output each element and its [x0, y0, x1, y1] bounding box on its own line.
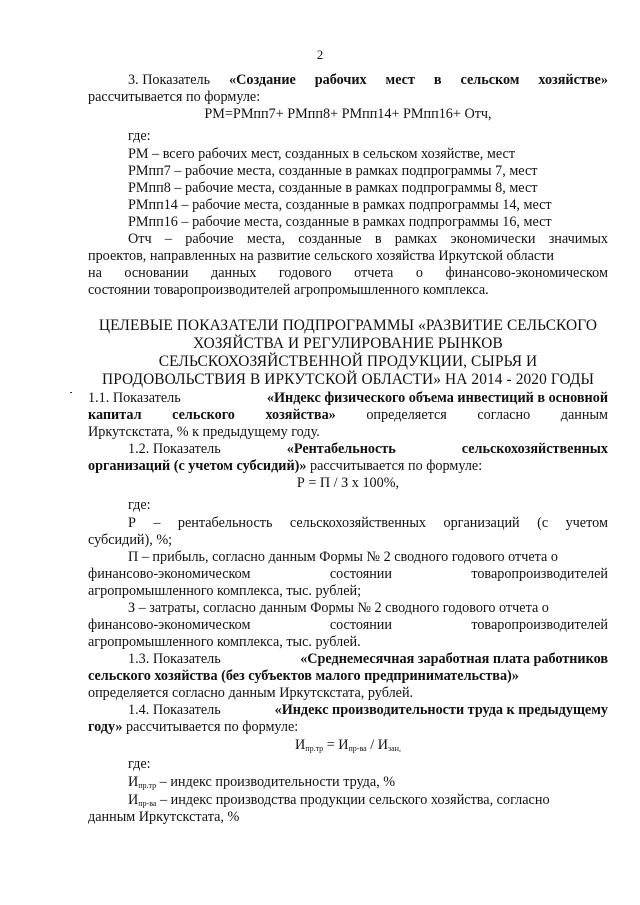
- where-label: где:: [128, 756, 151, 772]
- page-number: 2: [316, 47, 324, 62]
- where-label: где:: [128, 128, 151, 144]
- where-label: где:: [128, 497, 151, 513]
- text-fragment: годового: [278, 265, 332, 281]
- text-fragment: 3. Показатель: [128, 72, 211, 88]
- text-fragment: определяется: [366, 407, 447, 423]
- text-fragment: сельского хозяйства (без субъектов малого предпринимательства)»: [88, 668, 519, 684]
- text-fragment: сельскохозяйственных: [461, 441, 608, 457]
- text-fragment: «Индекс производительности труда к предыдущему: [274, 702, 608, 718]
- text-fragment: рентабельность: [177, 515, 273, 531]
- subscript: пр-ва: [138, 799, 157, 808]
- text-fragment: сельском: [460, 72, 520, 88]
- text-line-justified: [88, 566, 608, 583]
- text-fragment: состоянии: [329, 566, 392, 582]
- text-line-justified: [88, 407, 608, 424]
- definition-line: П – прибыль, согласно данным Формы № 2 сводного годового отчета о: [128, 549, 558, 565]
- subscript: пр.тр: [138, 781, 157, 790]
- text-fragment: «Индекс физического объема инвестиций в основной: [266, 390, 608, 406]
- text-fragment: о: [415, 265, 423, 281]
- text-fragment: данным: [560, 407, 608, 423]
- text-fragment: финансово-экономическом: [445, 265, 608, 281]
- section-heading-line: ЦЕЛЕВЫЕ ПОКАЗАТЕЛИ ПОДПРОГРАММЫ «РАЗВИТИЕ СЕЛЬСКОГО: [98, 317, 598, 334]
- definition-line: [128, 792, 550, 809]
- text-fragment: рабочих: [314, 72, 367, 88]
- text-fragment: –: [153, 515, 161, 531]
- text-fragment: учетом: [565, 515, 608, 531]
- text-line: состоянии товаропроизводителей агропромышленного комплекса.: [88, 282, 489, 298]
- text-fragment: в: [433, 72, 442, 88]
- text-fragment: созданные: [298, 231, 362, 247]
- section-heading-line: СЕЛЬСКОХОЗЯЙСТВЕННОЙ ПРОДУКЦИИ, СЫРЬЯ И: [158, 353, 538, 370]
- formula-profitability: Р = П / З х 100%,: [296, 475, 400, 491]
- text-fragment: И: [295, 737, 306, 753]
- text-fragment: (с: [537, 515, 549, 531]
- text-fragment: финансово-экономическом: [88, 617, 251, 633]
- text-fragment: «Рентабельность: [286, 441, 396, 457]
- text-fragment: товаропроизводителей: [471, 566, 608, 582]
- indicator-1-2-line: [128, 441, 608, 458]
- text-fragment: места,: [246, 231, 286, 247]
- text-fragment: отчета: [354, 265, 394, 281]
- text-fragment: организаций: [443, 515, 520, 531]
- text-fragment: состоянии: [329, 617, 392, 633]
- definition-line-r: [128, 515, 608, 532]
- text-line: [88, 458, 482, 475]
- text-fragment: И: [128, 774, 139, 790]
- subscript: зан,: [387, 744, 401, 753]
- text-fragment: данных: [210, 265, 257, 281]
- text-fragment: = И: [323, 737, 349, 753]
- text-fragment: рассчитывается по формуле:: [306, 458, 483, 474]
- text-fragment: году»: [88, 719, 123, 735]
- text-fragment: значимых: [548, 231, 608, 247]
- text-fragment: 1.2. Показатель: [128, 441, 221, 457]
- subscript: пр-ва: [348, 744, 367, 753]
- text-fragment: рассчитывается по формуле:: [122, 719, 299, 735]
- definition-line: З – затраты, согласно данным Формы № 2 сводного годового отчета о: [128, 600, 549, 616]
- definition-line: РМпп16 – рабочие места, созданные в рамках подпрограммы 16, мест: [128, 214, 552, 230]
- text-fragment: «Среднемесячная заработная плата работников: [300, 651, 608, 667]
- text-line: определяется согласно данным Иркутскстата, рублей.: [88, 685, 414, 701]
- text-fragment: мест: [385, 72, 415, 88]
- subscript: пр.тр: [305, 744, 324, 753]
- text-fragment: на: [88, 265, 102, 281]
- text-fragment: рамках: [394, 231, 438, 247]
- text-line: рассчитывается по формуле:: [88, 89, 261, 105]
- section-heading-line: ПРОДОВОЛЬСТВИЯ В ИРКУТСКОЙ ОБЛАСТИ» НА 2014 - 2020 ГОДЫ: [101, 371, 595, 388]
- indicator-1-4-line: [128, 702, 608, 719]
- text-line-justified: [88, 265, 608, 282]
- definition-line: РМ – всего рабочих мест, созданных в сельском хозяйстве, мест: [128, 146, 516, 162]
- text-line: [88, 719, 298, 736]
- text-fragment: 1.3. Показатель: [128, 651, 221, 667]
- indicator-3-title-line: [128, 72, 608, 89]
- text-fragment: рабочие: [185, 231, 234, 247]
- text-fragment: –: [164, 231, 172, 247]
- text-line: агропромышленного комплекса, тыс. рублей.: [88, 634, 361, 650]
- text-fragment: 1.4. Показатель: [128, 702, 221, 718]
- text-line: субсидий), %;: [88, 532, 173, 548]
- definition-line: РМпп7 – рабочие места, созданные в рамках подпрограммы 7, мест: [128, 163, 538, 179]
- text-fragment: в: [374, 231, 382, 247]
- scan-dot: [70, 392, 72, 393]
- text-fragment: И: [128, 792, 139, 808]
- text-fragment: организаций (с учетом субсидий)»: [88, 458, 307, 474]
- text-line: агропромышленного комплекса, тыс. рублей;: [88, 583, 362, 599]
- text-fragment: Отч: [128, 231, 152, 247]
- text-fragment: Р: [128, 515, 136, 531]
- text-line: [88, 668, 519, 685]
- indicator-1-3-line: [128, 651, 608, 668]
- text-fragment: основании: [124, 265, 189, 281]
- text-fragment: согласно: [477, 407, 531, 423]
- text-fragment: капитал: [88, 407, 142, 423]
- text-line: данным Иркутскстата, %: [88, 809, 240, 825]
- text-fragment: сельского: [172, 407, 235, 423]
- text-fragment: хозяйства»: [265, 407, 336, 423]
- indicator-1-1-line: [88, 390, 608, 407]
- text-fragment: сельскохозяйственных: [289, 515, 427, 531]
- formula-productivity: [88, 737, 608, 754]
- text-fragment: 1.1. Показатель: [88, 390, 181, 406]
- text-line-justified: [88, 617, 608, 634]
- definition-line: [128, 774, 395, 791]
- text-fragment: товаропроизводителей: [471, 617, 608, 633]
- text-fragment: экономически: [450, 231, 536, 247]
- text-fragment: – индекс производства продукции сельского хозяйства, согласно: [156, 792, 550, 808]
- text-fragment: / И: [366, 737, 388, 753]
- definition-line: РМпп14 – рабочие места, созданные в рамках подпрограммы 14, мест: [128, 197, 552, 213]
- text-fragment: «Создание: [229, 72, 296, 88]
- section-heading-line: ХОЗЯЙСТВА И РЕГУЛИРОВАНИЕ РЫНКОВ: [193, 335, 503, 352]
- text-fragment: – индекс производительности труда, %: [156, 774, 396, 790]
- definition-line: РМпп8 – рабочие места, созданные в рамках подпрограммы 8, мест: [128, 180, 538, 196]
- text-line: проектов, направленных на развитие сельского хозяйства Иркутской области: [88, 248, 554, 264]
- text-fragment: финансово-экономическом: [88, 566, 251, 582]
- text-line: Иркутскстата, % к предыдущему году.: [88, 424, 320, 440]
- definition-line-otch: [128, 231, 608, 248]
- formula-rm: РМ=РМпп7+ РМпп8+ РМпп14+ РМпп16+ Отч,: [204, 106, 492, 122]
- text-fragment: хозяйстве»: [538, 72, 608, 88]
